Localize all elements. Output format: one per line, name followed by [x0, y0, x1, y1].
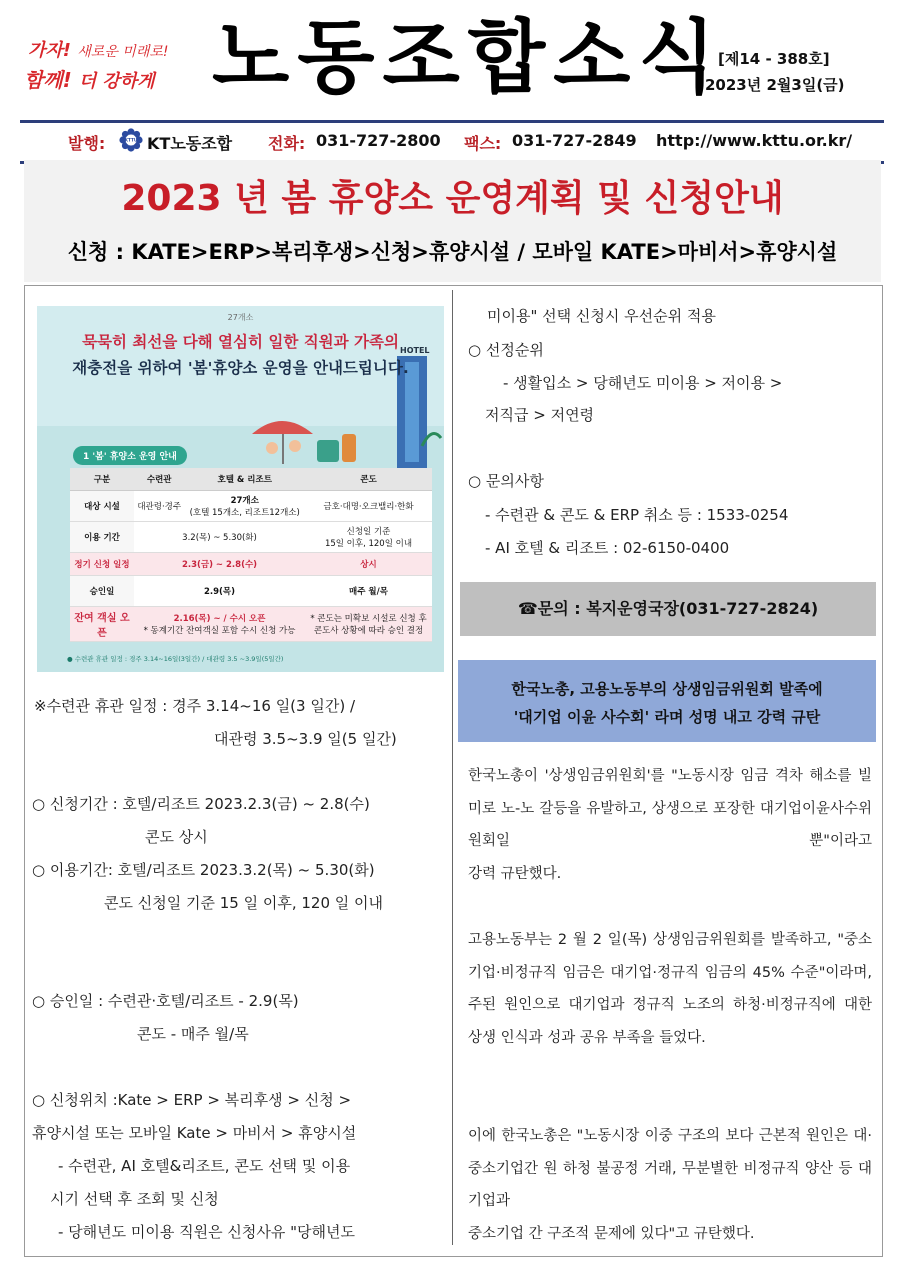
- logo-text: KTTU: [124, 137, 138, 143]
- title-banner: [24, 160, 881, 282]
- publisher-info-bar: [20, 120, 884, 164]
- left-text-line: ○ 이용기간: 호텔/리조트 2023.3.2(목) ~ 5.30(화): [32, 861, 375, 879]
- slogan-line-2: 함께! 더 강하게: [24, 68, 155, 92]
- table-row: 정기 신청 일정 2.3(금) ~ 2.8(수) 상시: [70, 553, 432, 576]
- right-text-line: ○ 문의사항: [468, 472, 544, 490]
- left-text-line: 시기 선택 후 조회 및 신청: [50, 1190, 219, 1208]
- poster-footnote: ● 수련관 휴관 일정 : 경주 3.14~16일(3일간) / 대관령 3.5 ~3.9일(5일간): [67, 655, 284, 663]
- left-text-line: - 당해년도 미이용 직원은 신청사유 "당해년도: [58, 1223, 355, 1241]
- resort-schedule-table: [70, 468, 432, 642]
- left-text-line: ○ 승인일 : 수련관·호텔/리조트 - 2.9(목): [32, 992, 299, 1010]
- poster-headline-1: 묵묵히 최선을 다해 열심히 일한 직원과 가족의: [82, 333, 399, 351]
- table-row: 대상 시설 대관령·경주 27개소 (호텔 15개소, 리조트12개소) 금호·대명·오크밸리·한화: [70, 491, 432, 522]
- left-text-line: ○ 신청기간 : 호텔/리조트 2023.2.3(금) ~ 2.8(수): [32, 795, 370, 813]
- news-headline-1: 한국노총, 고용노동부의 상생임금위원회 발족에: [511, 680, 823, 698]
- news-paragraph-2: 고용노동부는 2 월 2 일(목) 상생임금위원회를 발족하고, "중소기업·비정규직 임금은 대기업·정규직 임금의 45% 수준"이라며, 주된 원인으로 대기업과 정규직 노조의 하청·비정규직에 대한 상생 인식과 성과 공유 부족을 들었다.: [468, 932, 872, 1046]
- phone-label: 전화:: [268, 134, 306, 153]
- table-header: 호텔 & 리조트: [184, 468, 305, 491]
- right-text-line: - AI 호텔 & 리조트 : 02-6150-0400: [485, 539, 730, 557]
- column-divider: [452, 290, 453, 1245]
- issue-date: 2023년 2월3일(금): [705, 76, 845, 94]
- left-text-line: 휴양시설 또는 모바일 Kate > 마비서 > 휴양시설: [32, 1124, 357, 1142]
- table-row: 잔여 객실 오픈 2.16(목) ~ / 수시 오픈 * 동계기간 잔여객실 포함 수시 신청 가능 * 콘도는 미확보 시설로 신청 후 콘도사 상황에 따라 승인 결정: [70, 607, 432, 642]
- left-text-line: 콘도 신청일 기준 15 일 이후, 120 일 이내: [104, 894, 384, 912]
- publisher-label: 발행:: [68, 134, 106, 153]
- table-row: 승인일 2.9(목) 매주 월/목: [70, 576, 432, 607]
- table-header: 구분: [70, 468, 134, 491]
- contact-box: ☎문의 : 복지운영국장(031-727-2824): [460, 582, 876, 636]
- fax-label: 팩스:: [464, 134, 502, 153]
- table-row: 이용 기간 3.2(목) ~ 5.30(화) 신청일 기준 15일 이후, 120일 이내: [70, 522, 432, 553]
- left-text-line: ※수련관 휴관 일정 : 경주 3.14~16 일(3 일간) /: [34, 697, 356, 715]
- website-link[interactable]: http://www.kttu.or.kr/: [656, 131, 853, 150]
- left-text-line: - 수련관, AI 호텔&리조트, 콘도 선택 및 이용: [58, 1157, 351, 1175]
- table-header: 콘도: [305, 468, 432, 491]
- poster-section-tag: 1 '봄' 휴양소 운영 안내: [73, 446, 187, 465]
- left-text-line: 대관령 3.5~3.9 일(5 일간): [214, 730, 397, 748]
- right-text-line: 미이용" 선택 신청시 우선순위 적용: [487, 307, 716, 325]
- right-text-line: 저직급 > 저연령: [485, 406, 595, 424]
- fax-number: 031-727-2849: [512, 131, 637, 150]
- hotel-sign: HOTEL: [400, 346, 430, 355]
- kttu-logo-icon: [119, 128, 143, 152]
- right-text-line: - 수련관 & 콘도 & ERP 취소 등 : 1533-0254: [485, 506, 789, 524]
- right-text-line: ○ 선정순위: [468, 341, 544, 359]
- phone-number: 031-727-2800: [316, 131, 441, 150]
- resort-poster: [37, 306, 444, 672]
- left-text-line: 콘도 상시: [145, 828, 208, 846]
- publisher-name: KT노동조합: [147, 134, 233, 153]
- poster-headline-2: 재충전을 위하여 '봄'휴양소 운영을 안내드립니다.: [72, 359, 409, 377]
- issue-number: [제14 - 388호]: [718, 50, 830, 68]
- slogan-line-1: 가자! 새로운 미래로!: [28, 40, 169, 61]
- news-headline-2: '대기업 이윤 사수회' 라며 성명 내고 강력 규탄: [513, 708, 821, 726]
- subtitle: 신청 : KATE>ERP>복리후생>신청>휴양시설 / 모바일 KATE>마비서>휴양시설: [67, 240, 838, 264]
- table-header: 수련관: [134, 468, 184, 491]
- left-text-line: 콘도 - 매주 월/목: [137, 1025, 249, 1043]
- masthead-title: 노동조합소식: [212, 11, 724, 104]
- main-title: 2023 년 봄 휴양소 운영계획 및 신청안내: [121, 178, 784, 219]
- news-headline-box: [458, 660, 876, 742]
- right-text-line: - 생활입소 > 당해년도 미이용 > 저이용 >: [503, 374, 783, 392]
- poster-small-label: 27개소: [227, 313, 254, 322]
- news-paragraph-3: 이에 한국노총은 "노동시장 이중 구조의 보다 근본적 원인은 대·중소기업간 원 하청 불공정 거래, 무분별한 비정규직 양산 등 대기업과 중소기업 간 구조적 문제에 있다"고 규탄했다.: [468, 1128, 872, 1242]
- left-text-line: ○ 신청위치 :Kate > ERP > 복리후생 > 신청 >: [32, 1091, 352, 1109]
- news-paragraph-1: 한국노총이 '상생임금위원회'를 "노동시장 임금 격차 해소를 빌미로 노-노 갈등을 유발하고, 상생으로 포장한 대기업이윤사수위원회일 뿐"이라고 강력 규탄했다.: [468, 768, 872, 882]
